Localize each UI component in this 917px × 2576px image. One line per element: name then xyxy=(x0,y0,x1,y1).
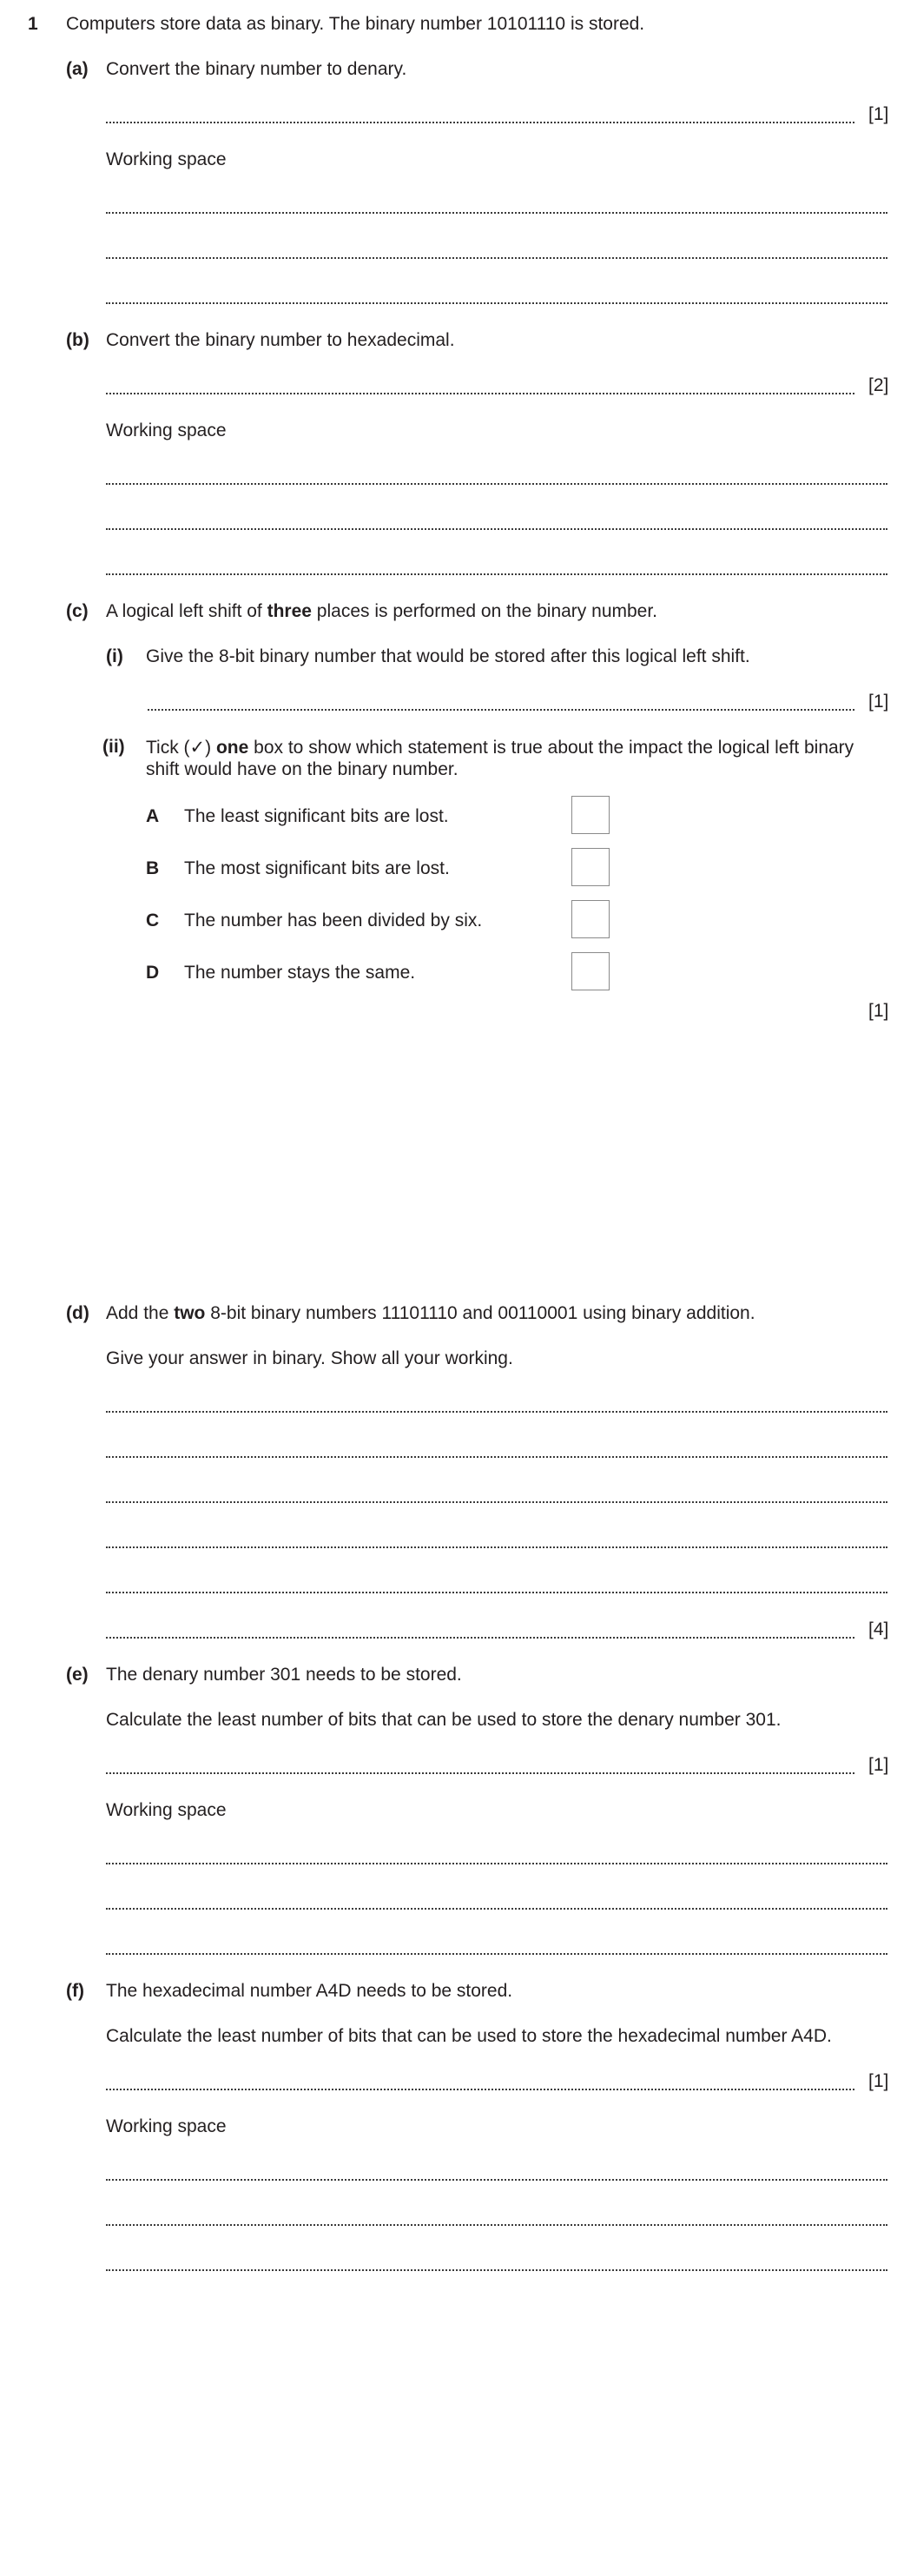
working-line-e-1[interactable] xyxy=(106,1863,887,1864)
option-b-text: The most significant bits are lost. xyxy=(184,858,450,878)
option-d-text: The number stays the same. xyxy=(184,963,416,983)
part-c-i-label: (i) xyxy=(106,646,123,666)
answer-line-a[interactable] xyxy=(106,122,854,123)
part-a-label: (a) xyxy=(66,59,89,79)
part-b-text: Convert the binary number to hexadecimal. xyxy=(106,330,455,350)
part-f-label: (f) xyxy=(66,1981,84,2001)
part-c-ii-text-line2: shift would have on the binary number. xyxy=(146,759,458,779)
option-b-letter: B xyxy=(146,858,160,878)
part-f-text: The hexadecimal number A4D needs to be stored. xyxy=(106,1981,513,2001)
answer-line-c-i[interactable] xyxy=(148,709,854,711)
part-e-text: The denary number 301 needs to be stored. xyxy=(106,1665,462,1685)
working-line-a-1[interactable] xyxy=(106,212,887,214)
part-d-instruction: Give your answer in binary. Show all your working. xyxy=(106,1348,513,1368)
answer-line-b[interactable] xyxy=(106,393,854,394)
working-line-a-3[interactable] xyxy=(106,302,887,304)
part-c-ii-label: (ii) xyxy=(102,737,125,757)
working-line-b-1[interactable] xyxy=(106,483,887,485)
tick-box-a[interactable] xyxy=(571,796,610,834)
question-number: 1 xyxy=(28,14,38,34)
answer-line-e[interactable] xyxy=(106,1772,854,1774)
part-c-text: A logical left shift of three places is performed on the binary number. xyxy=(106,601,658,621)
tick-box-b[interactable] xyxy=(571,848,610,886)
answer-line-f[interactable] xyxy=(106,2089,854,2090)
part-a-text: Convert the binary number to denary. xyxy=(106,59,407,79)
working-line-d-3[interactable] xyxy=(106,1501,887,1503)
part-e-label: (e) xyxy=(66,1665,89,1685)
part-e-instruction: Calculate the least number of bits that can be used to store the denary number 301. xyxy=(106,1710,782,1730)
part-c-i-text: Give the 8-bit binary number that would be stored after this logical left shift. xyxy=(146,646,750,666)
working-line-f-2[interactable] xyxy=(106,2224,887,2226)
answer-line-d[interactable] xyxy=(106,1637,854,1639)
part-d-label: (d) xyxy=(66,1303,89,1323)
part-c-label: (c) xyxy=(66,601,89,621)
mark-b: [2] xyxy=(868,375,889,395)
part-f-instruction: Calculate the least number of bits that can be used to store the hexadecimal number A4D. xyxy=(106,2026,832,2046)
option-d-letter: D xyxy=(146,963,160,983)
working-line-e-2[interactable] xyxy=(106,1908,887,1910)
working-line-d-2[interactable] xyxy=(106,1456,887,1458)
option-c-text: The number has been divided by six. xyxy=(184,911,483,930)
mark-d: [4] xyxy=(868,1619,889,1639)
working-space-label-b: Working space xyxy=(106,421,227,440)
working-line-b-2[interactable] xyxy=(106,528,887,530)
working-line-d-4[interactable] xyxy=(106,1546,887,1548)
option-c-letter: C xyxy=(146,911,160,930)
part-b-label: (b) xyxy=(66,330,89,350)
mark-f: [1] xyxy=(868,2071,889,2091)
working-space-label-a: Working space xyxy=(106,149,227,169)
working-line-f-1[interactable] xyxy=(106,2179,887,2181)
mark-c-ii: [1] xyxy=(868,1001,889,1021)
mark-c-i: [1] xyxy=(868,692,889,712)
tick-box-d[interactable] xyxy=(571,952,610,990)
working-line-e-3[interactable] xyxy=(106,1953,887,1955)
tick-box-c[interactable] xyxy=(571,900,610,938)
working-space-label-e: Working space xyxy=(106,1800,227,1820)
question-stem: Computers store data as binary. The binary number 10101110 is stored. xyxy=(66,14,645,34)
part-d-text: Add the two 8-bit binary numbers 11101110 and 00110001 using binary addition. xyxy=(106,1303,755,1323)
working-line-d-1[interactable] xyxy=(106,1411,887,1413)
working-space-label-f: Working space xyxy=(106,2116,227,2136)
working-line-a-2[interactable] xyxy=(106,257,887,259)
part-c-ii-text: Tick (✓) one box to show which statement is true about the impact the logical left binary xyxy=(146,738,854,758)
working-line-d-5[interactable] xyxy=(106,1592,887,1593)
mark-e: [1] xyxy=(868,1755,889,1775)
mark-a: [1] xyxy=(868,104,889,124)
working-line-b-3[interactable] xyxy=(106,573,887,575)
option-a-letter: A xyxy=(146,806,160,826)
option-a-text: The least significant bits are lost. xyxy=(184,806,449,826)
working-line-f-3[interactable] xyxy=(106,2269,887,2271)
